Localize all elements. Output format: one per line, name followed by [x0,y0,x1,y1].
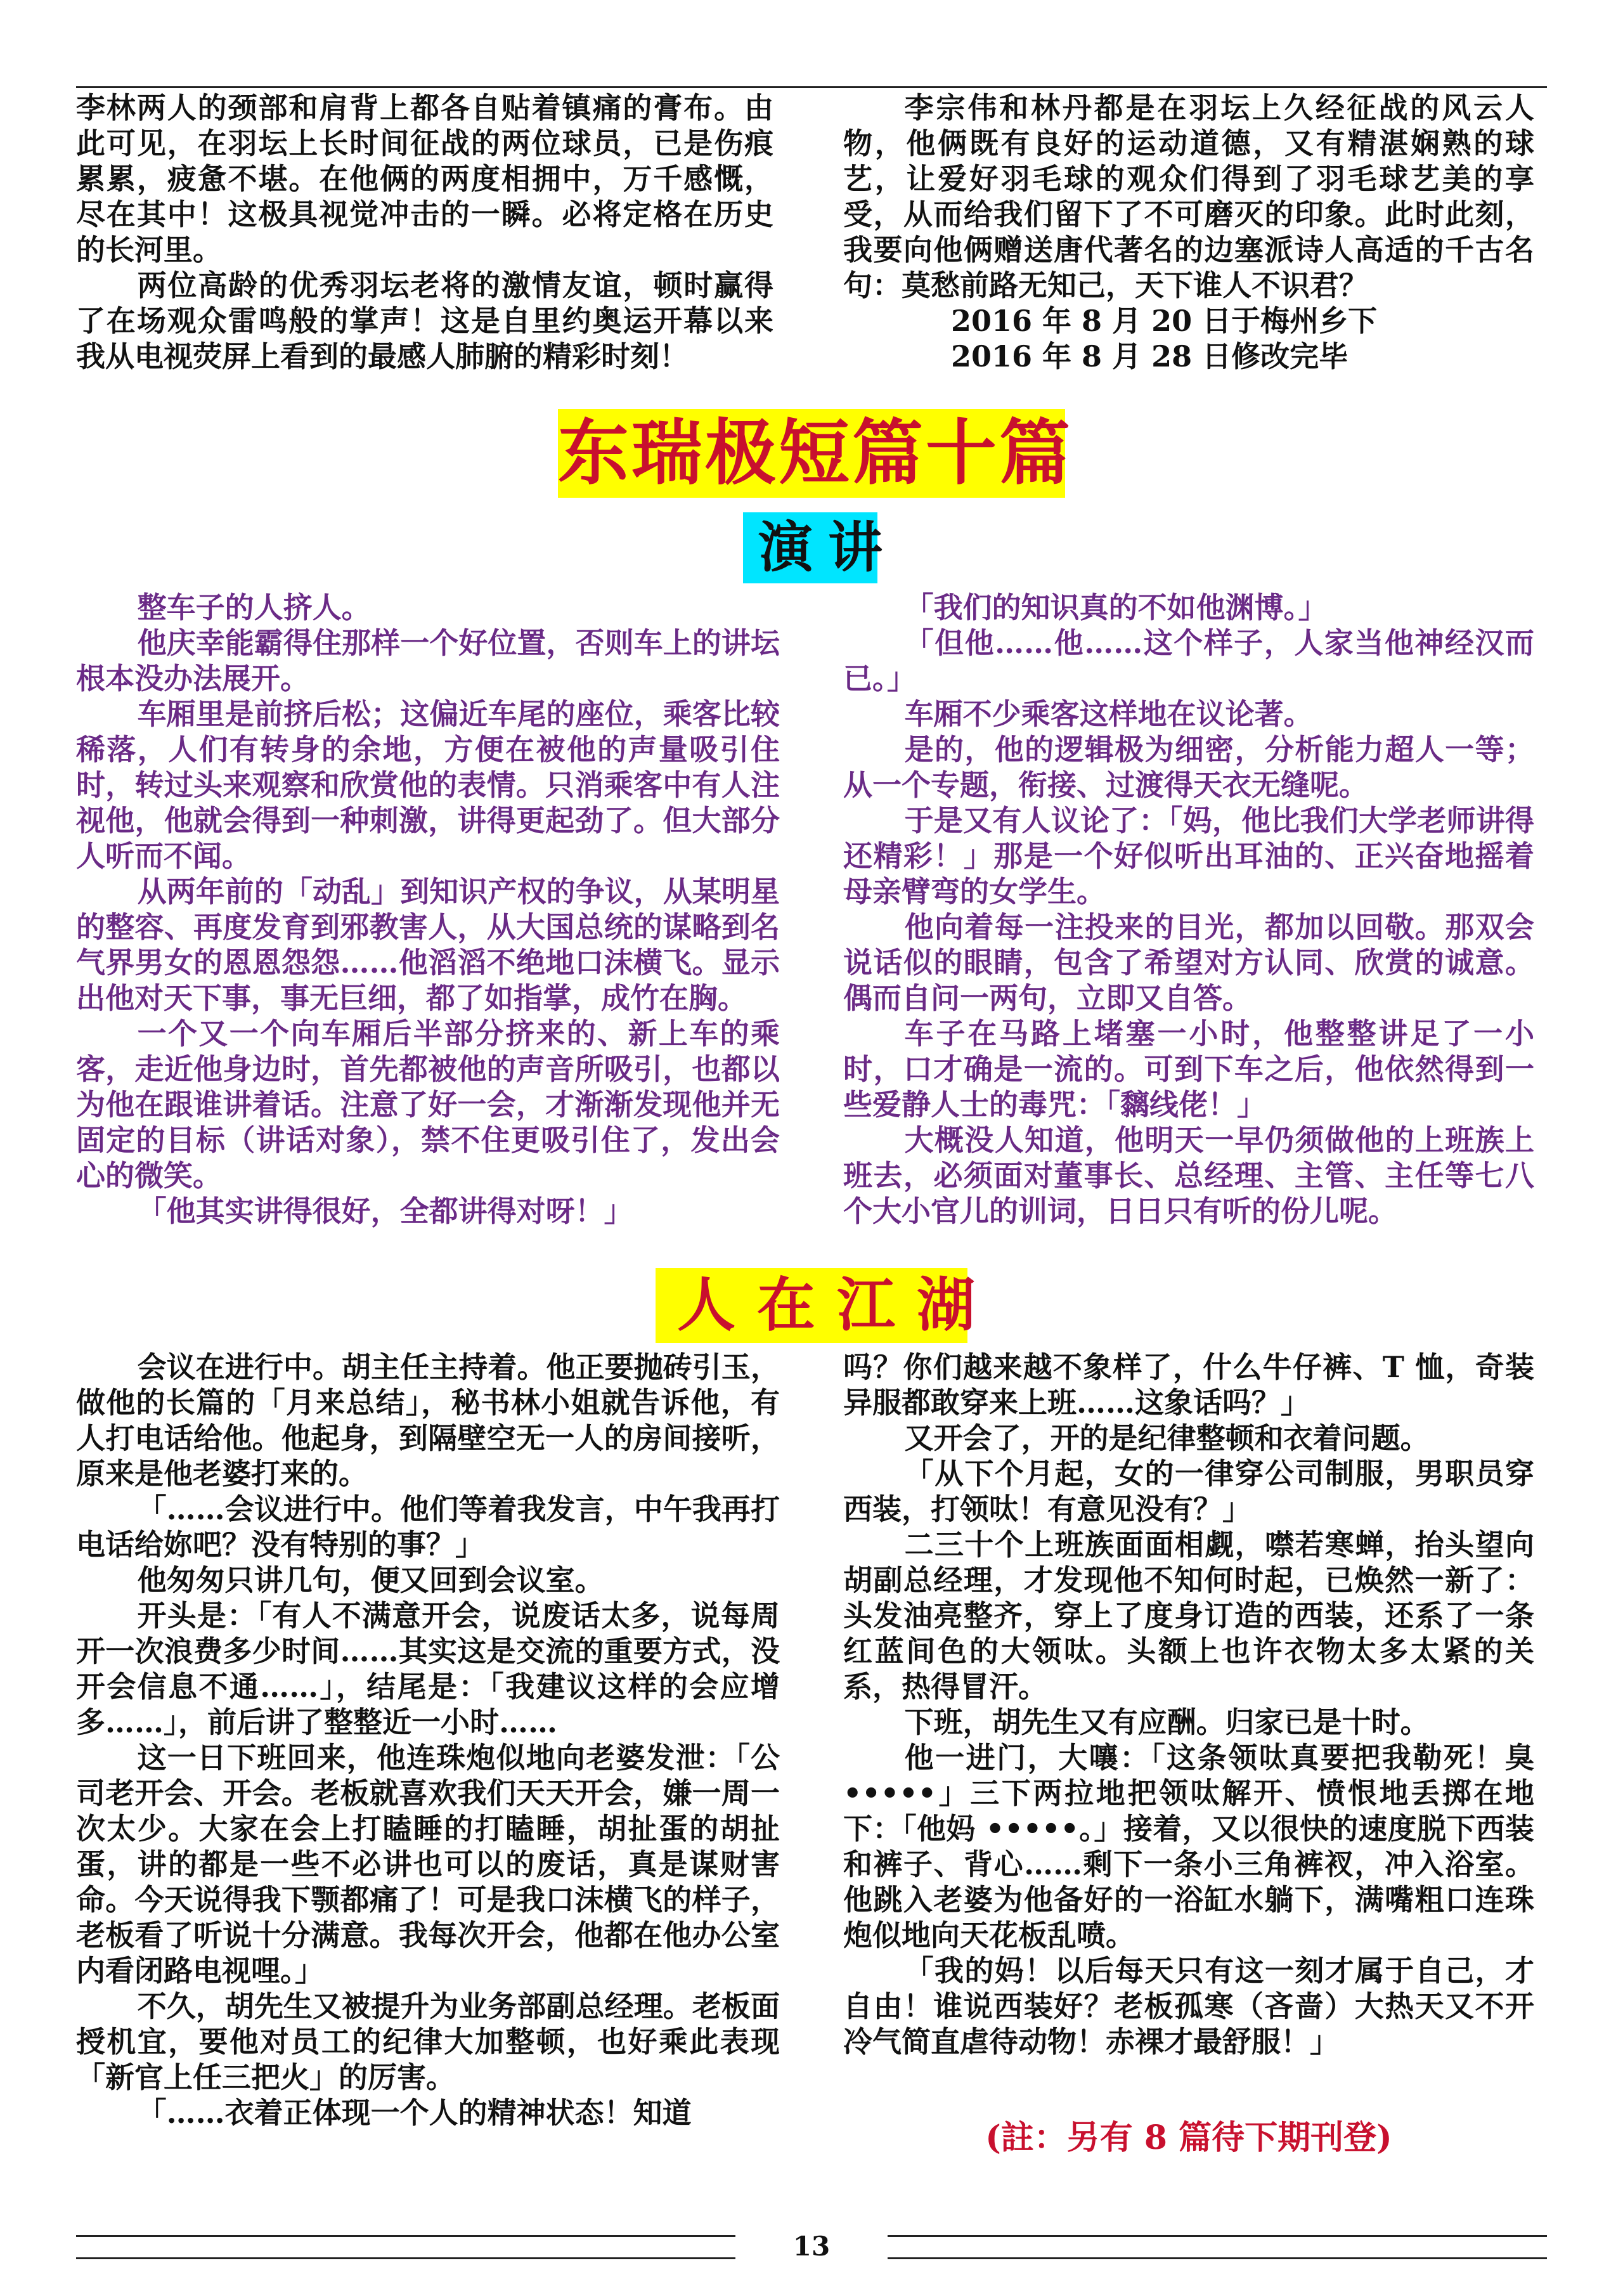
top-rule [76,86,1547,88]
date-line: 2016 年 8 月 28 日修改完毕 [951,339,1348,373]
paragraph: 不久，胡先生又被提升为业务部副总经理。老板面授机宜，要他对员工的纪律大加整顿，也好乘此表现「新官上任三把火」的厉害。 [76,1989,780,2094]
paragraph: 车厢不少乘客这样地在议论著。 [904,697,1313,731]
date-line: 2016 年 8 月 20 日于梅州乡下 [951,304,1378,338]
footer-rule-left-lower [76,2257,735,2259]
paragraph: 车厢里是前挤后松；这偏近车尾的座位，乘客比较稀落，人们有转身的余地，方便在被他的声量吸引住时，转过头来观察和欣赏他的表情。只消乘客中有人注视他，他就会得到一种刺激，讲得更起劲了。但大部分人听而不闻。 [76,697,780,873]
paragraph: 二三十个上班族面面相觑，噤若寒蝉，抬头望向胡副总经理，才发现他不知何时起，已焕然一新了：头发油亮整齐，穿上了度身订造的西装，还系了一条红蓝间色的大领呔。头额上也许衣物太多太紧的关系，热得冒汗。 [843,1527,1534,1704]
paragraph: 是的，他的逻辑极为细密，分析能力超人一等；从一个专题，衔接、过渡得天衣无缝呢。 [843,732,1534,802]
paragraph: 「……衣着正体现一个人的精神状态！知道 [137,2096,692,2130]
main-title: 东瑞极短篇十篇 [558,409,1065,498]
paragraph: 他一进门，大嚷：「这条领呔真要把我勒死！臭 •••••」三下两拉地把领呔解开、愤恨地丢掷在地下：「他妈 •••••。」接着，又以很快的速度脱下西装和裤子、背心……剩下一条小三角裤衩，冲入浴室。他跳入老婆为他备好的一浴缸水躺下，满嘴粗口连珠炮似地向天花板乱喷。 [843,1741,1534,1952]
paragraph: 一个又一个向车厢后半部分挤来的、新上车的乘客，走近他身边时，首先都被他的声音所吸引，也都以为他在跟谁讲着话。注意了好一会，才渐渐发现他并无固定的目标（讲话对象），禁不住更吸引住了，发出会心的微笑。 [76,1016,780,1193]
paragraph: 他匆匆只讲几句，便又回到会议室。 [137,1563,604,1597]
paragraph: 会议在进行中。胡主任主持着。他正要抛砖引玉，做他的长篇的「月来总结」，秘书林小姐就告诉他，有人打电话给他。他起身，到隔壁空无一人的房间接听，原来是他老婆打来的。 [76,1350,780,1491]
paragraph: 「……会议进行中。他们等着我发言，中午我再打电话给妳吧？没有特别的事？」 [76,1492,780,1562]
paragraph: 他庆幸能霸得住那样一个好位置，否则车上的讲坛根本没办法展开。 [76,626,780,696]
paragraph: 「他其实讲得很好，全都讲得对呀！」 [137,1194,633,1228]
paragraph: 开头是：「有人不满意开会，说废话太多，说每周开一次浪费多少时间……其实这是交流的重要方式，没开会信息不通……」，结尾是：「我建议这样的会应增多……」，前后讲了整整近一小时…… [76,1599,780,1739]
speech-left-column [76,590,780,1229]
paragraph: 又开会了，开的是纪律整顿和衣着问题。 [904,1421,1430,1455]
paragraph: 「我们的知识真的不如他渊博。」 [904,590,1328,625]
paragraph: 他向着每一注投来的目光，都加以回敬。那双会说话似的眼睛，包含了希望对方认同、欣赏的诚意。偶而自问一两句，立即又自答。 [843,910,1534,1015]
badminton-right-column [843,90,1534,374]
paragraph: 于是又有人议论了：「妈，他比我们大学老师讲得还精彩！」那是一个好似听出耳油的、正兴奋地摇着母亲臂弯的女学生。 [843,803,1534,909]
paragraph: 「但他……他……这个样子，人家当他神经汉而已。」 [843,626,1534,696]
footer-rule-right-lower [888,2257,1547,2259]
paragraph: 「从下个月起，女的一律穿公司制服，男职员穿西装，打领呔！有意见没有？」 [843,1456,1534,1526]
jianghu-right-column [843,1349,1534,2059]
footer-rule-right [888,2235,1547,2237]
paragraph: 下班，胡先生又有应酬。归家已是十时。 [904,1705,1430,1739]
paragraph: 吗？你们越来越不象样了，什么牛仔裤、T 恤，奇装异服都敢穿来上班……这象话吗？」 [843,1350,1534,1420]
paragraph: 整车子的人挤人。 [137,590,371,625]
paragraph: 李林两人的颈部和肩背上都各自贴着镇痛的膏布。由此可见，在羽坛上长时间征战的两位球员，已是伤痕累累，疲惫不堪。在他俩的两度相拥中，万千感慨，尽在其中！这极具视觉冲击的一瞬。必将定格在历史的长河里。 [76,91,773,267]
paragraph: 两位高龄的优秀羽坛老将的激情友谊，顿时赢得了在场观众雷鸣般的掌声！这是自里约奥运开幕以来我从电视荧屏上看到的最感人肺腑的精彩时刻！ [76,268,773,373]
paragraph: 李宗伟和林丹都是在羽坛上久经征战的风云人物，他俩既有良好的运动道德，又有精湛娴熟的球艺，让爱好羽毛球的观众们得到了羽毛球艺美的享受，从而给我们留下了不可磨灭的印象。此时此刻，我要向他俩赠送唐代著名的边塞派诗人高适的千古名句：莫愁前路无知己，天下谁人不识君？ [843,91,1534,302]
paragraph: 从两年前的「动乱」到知识产权的争议，从某明星的整容、再度发育到邪教害人，从大国总统的谋略到名气界男女的恩恩怨怨……他滔滔不绝地口沫横飞。显示出他对天下事，事无巨细，都了如指掌，成竹在胸。 [76,874,780,1015]
footer-rule-left [76,2235,735,2237]
speech-title: 演讲 [743,512,877,583]
paragraph: 这一日下班回来，他连珠炮似地向老婆发泄：「公司老开会、开会。老板就喜欢我们天天开会，嫌一周一次太少。大家在会上打瞌睡的打瞌睡，胡扯蛋的胡扯蛋，讲的都是一些不必讲也可以的废话，真是谋财害命。今天说得我下颚都痛了！可是我口沫横飞的样子，老板看了听说十分满意。我每次开会，他都在他办公室内看闭路电视哩。」 [76,1741,780,1988]
speech-right-column [843,590,1534,1229]
paragraph: 大概没人知道，他明天一早仍须做他的上班族上班去，必须面对董事长、总经理、主管、主任等七八个大小官儿的训词，日日只有听的份儿呢。 [843,1123,1534,1228]
jianghu-left-column [76,1349,780,2131]
paragraph: 车子在马路上堵塞一小时，他整整讲足了一小时，口才确是一流的。可到下车之后，他依然得到一些爱静人士的毒咒：「黐线佬！」 [843,1016,1534,1122]
badminton-left-column [76,90,773,374]
paragraph: 「我的妈！以后每天只有这一刻才属于自己，才自由！谁说西装好？老板孤寒（吝啬）大热天又不开冷气简直虐待动物！赤裸才最舒服！」 [843,1954,1534,2059]
page-number: 13 [792,2231,831,2262]
jianghu-title: 人在江湖 [656,1268,967,1343]
footnote: (註：另有 8 篇待下期刊登) [985,2118,1392,2157]
